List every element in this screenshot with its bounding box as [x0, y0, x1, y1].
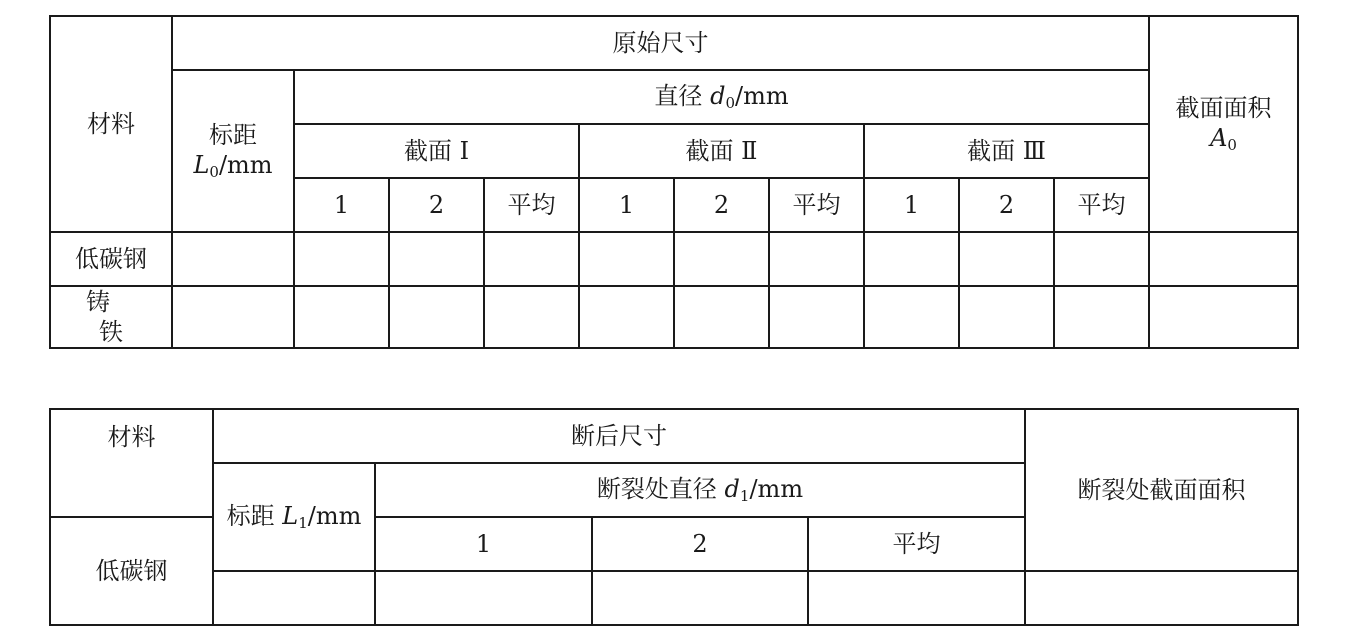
data-cell[interactable] — [213, 571, 375, 625]
diameter-unit: /mm — [734, 82, 789, 111]
original-dimensions-table — [49, 15, 1299, 349]
fracture-diameter-header — [375, 463, 1025, 517]
subcol-2: 2 — [959, 178, 1054, 232]
gauge-unit: /mm — [218, 151, 273, 180]
subcol-1: 1 — [294, 178, 389, 232]
row-label-low-carbon-steel: 低碳钢 — [50, 517, 213, 625]
data-cell[interactable] — [674, 286, 769, 348]
data-cell[interactable] — [389, 232, 484, 286]
section-2-header: 截面 Ⅱ — [579, 124, 864, 178]
data-cell[interactable] — [172, 286, 294, 348]
material-header: 材料 — [50, 409, 213, 463]
table-row — [50, 286, 1298, 348]
gauge-sub: 1 — [298, 514, 308, 533]
data-cell[interactable] — [959, 286, 1054, 348]
subcol-avg: 平均 — [1054, 178, 1149, 232]
data-cell[interactable] — [769, 286, 864, 348]
data-cell[interactable] — [294, 286, 389, 348]
area-header — [1149, 16, 1298, 232]
diameter-var: d — [724, 475, 740, 504]
gauge-length-header — [213, 463, 375, 571]
section-3-header: 截面 Ⅲ — [864, 124, 1149, 178]
table-row — [50, 232, 1298, 286]
diameter-sub: 1 — [739, 487, 750, 506]
gauge-label: 标距 — [226, 502, 275, 531]
material-header-continued — [50, 463, 213, 517]
diameter-sub: 0 — [725, 94, 735, 113]
area-var: A — [1210, 124, 1228, 153]
gauge-var: L — [282, 502, 299, 531]
subcol-2: 2 — [674, 178, 769, 232]
area-label: 截面面积 — [1175, 94, 1272, 123]
diameter-label: 断裂处直径 — [596, 475, 717, 504]
gauge-sub: 0 — [209, 163, 219, 182]
data-cell[interactable] — [484, 232, 579, 286]
row-label-text: 铸 铁 — [86, 288, 149, 346]
after-size-header: 断后尺寸 — [213, 409, 1025, 463]
subcol-1: 1 — [864, 178, 959, 232]
data-cell[interactable] — [808, 571, 1025, 625]
data-cell[interactable] — [959, 232, 1054, 286]
original-size-header: 原始尺寸 — [172, 16, 1149, 70]
data-cell[interactable] — [579, 286, 674, 348]
diameter-var: d — [710, 82, 726, 111]
data-cell[interactable] — [579, 232, 674, 286]
diameter-label: 直径 — [654, 82, 703, 111]
data-cell[interactable] — [375, 571, 592, 625]
table-row — [50, 571, 1298, 625]
gauge-var: L — [193, 151, 210, 180]
subcol-1: 1 — [579, 178, 674, 232]
gauge-length-header — [172, 70, 294, 232]
fracture-area-header: 断裂处截面面积 — [1025, 409, 1298, 571]
subcol-avg: 平均 — [769, 178, 864, 232]
area-sub: 0 — [1227, 136, 1237, 155]
subcol-2: 2 — [389, 178, 484, 232]
data-cell[interactable] — [864, 286, 959, 348]
after-fracture-dimensions-table — [49, 408, 1299, 626]
data-cell[interactable] — [864, 232, 959, 286]
data-cell[interactable] — [769, 232, 864, 286]
material-header: 材料 — [50, 16, 172, 232]
data-cell[interactable] — [1025, 571, 1298, 625]
data-cell[interactable] — [294, 232, 389, 286]
data-cell[interactable] — [1054, 286, 1149, 348]
gauge-unit: /mm — [307, 502, 362, 531]
diameter-header — [294, 70, 1149, 124]
data-cell[interactable] — [1149, 286, 1298, 348]
data-cell[interactable] — [592, 571, 808, 625]
data-cell[interactable] — [1149, 232, 1298, 286]
subcol-avg: 平均 — [484, 178, 579, 232]
row-label-low-carbon-steel: 低碳钢 — [50, 232, 172, 286]
data-cell[interactable] — [389, 286, 484, 348]
section-1-header: 截面 I — [294, 124, 579, 178]
data-cell[interactable] — [172, 232, 294, 286]
subcol-1: 1 — [375, 517, 592, 571]
data-cell[interactable] — [674, 232, 769, 286]
data-cell[interactable] — [1054, 232, 1149, 286]
data-cell[interactable] — [484, 286, 579, 348]
diameter-unit: /mm — [749, 475, 804, 504]
subcol-avg: 平均 — [808, 517, 1025, 571]
gauge-label: 标距 — [209, 121, 257, 150]
subcol-2: 2 — [592, 517, 808, 571]
row-label-cast-iron — [50, 286, 172, 348]
